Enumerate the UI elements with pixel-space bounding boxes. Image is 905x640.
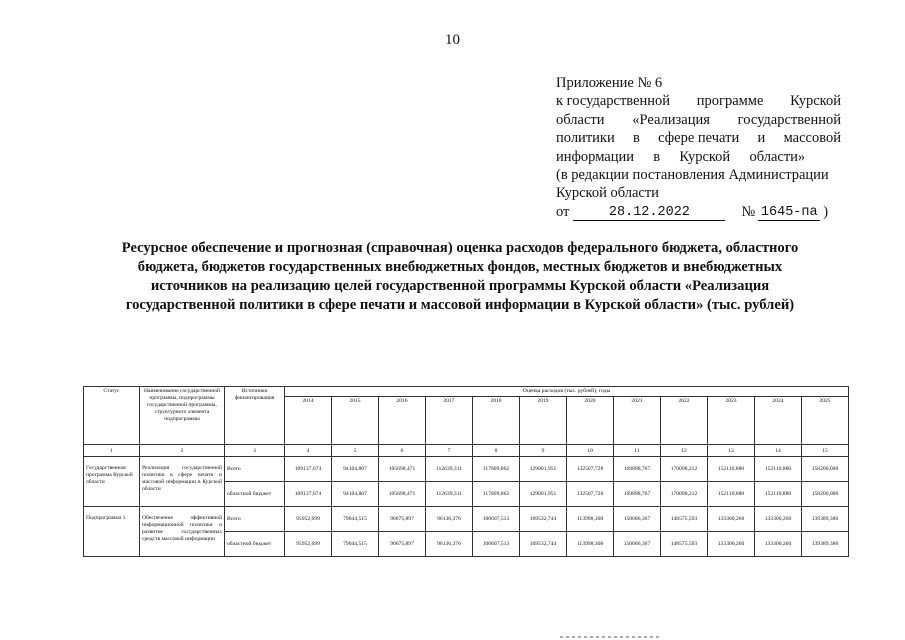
value-cell: 139389,380 <box>802 507 849 532</box>
appendix-line-6: (в редакции постановления Администрации <box>556 167 829 184</box>
year-header: 2018 <box>473 397 520 445</box>
header-source: Источники финансирования <box>225 387 285 445</box>
year-header: 2024 <box>755 397 802 445</box>
value-cell: 94104,807 <box>332 457 379 482</box>
value-cell: 150686,367 <box>614 507 661 532</box>
value-cell: 94104,807 <box>332 482 379 507</box>
appendix-line-4: политики в сфере печати и массовой <box>556 130 841 147</box>
row-program-name: Реализация государственной политики в сфере печати и массовой информации в Курской области <box>140 457 225 507</box>
value-cell: 95952,699 <box>285 532 332 557</box>
column-index: 13 <box>708 445 755 457</box>
column-index: 2 <box>140 445 225 457</box>
scan-artifact <box>560 636 660 638</box>
value-cell: 112639,311 <box>426 482 473 507</box>
appendix-line-7: Курской области <box>556 185 659 202</box>
resource-table <box>83 386 849 557</box>
header-estimate: Оценка расходов (тыс. рублей), годы <box>285 387 849 397</box>
value-cell: 148575,593 <box>661 507 708 532</box>
value-cell: 79044,515 <box>332 507 379 532</box>
value-cell: 100607,513 <box>473 507 520 532</box>
value-cell: 133300,260 <box>755 532 802 557</box>
row-status: Государственная программа Курской области <box>84 457 140 507</box>
value-cell: 113998,308 <box>567 507 614 532</box>
table-row <box>84 457 849 482</box>
appendix-line-3: области «Реализация государственной <box>556 111 841 128</box>
row-source: Всего <box>225 457 285 482</box>
column-index: 6 <box>379 445 426 457</box>
row-source: областной бюджет <box>225 532 285 557</box>
value-cell: 109137,674 <box>285 457 332 482</box>
value-cell: 113998,308 <box>567 532 614 557</box>
column-index: 10 <box>567 445 614 457</box>
value-cell: 133300,260 <box>708 532 755 557</box>
header-name: Наименование государственной программы, подпрограммы государственной программы, структурного элемента подпрограммы <box>140 387 225 445</box>
value-cell: 132507,728 <box>567 457 614 482</box>
value-cell: 133300,260 <box>708 507 755 532</box>
value-cell: 112639,311 <box>426 457 473 482</box>
value-cell: 109137,674 <box>285 482 332 507</box>
column-index: 1 <box>84 445 140 457</box>
value-cell: 139389,380 <box>802 532 849 557</box>
column-index: 14 <box>755 445 802 457</box>
closing-paren: ) <box>823 203 829 220</box>
column-index: 15 <box>802 445 849 457</box>
value-cell: 169898,767 <box>614 482 661 507</box>
value-cell: 90675,897 <box>379 532 426 557</box>
value-cell: 109532,744 <box>520 507 567 532</box>
year-header: 2015 <box>332 397 379 445</box>
value-cell: 117809,862 <box>473 482 520 507</box>
year-header: 2019 <box>520 397 567 445</box>
year-header: 2014 <box>285 397 332 445</box>
value-cell: 150686,367 <box>614 532 661 557</box>
year-header: 2021 <box>614 397 661 445</box>
row-status: Подпрограмма 1 <box>84 507 140 557</box>
value-cell: 95952,699 <box>285 507 332 532</box>
value-cell: 158200,000 <box>802 457 849 482</box>
value-cell: 152110,880 <box>755 457 802 482</box>
column-index: 8 <box>473 445 520 457</box>
value-cell: 169898,767 <box>614 457 661 482</box>
document-title: Ресурсное обеспечение и прогнозная (справочная) оценка расходов федерального бюджета, областного бюджета, бюджетов государственных внебюджетных фондов, местных бюджетов и внебюджетных источников на реализацию целей государственной программы Курской области «Реализация государственной политики в сфере печати и массовой информации в Курской области» (тыс. рублей) <box>121 240 799 313</box>
row-source: Всего <box>225 507 285 532</box>
column-index: 12 <box>661 445 708 457</box>
value-cell: 152110,880 <box>755 482 802 507</box>
column-index: 4 <box>285 445 332 457</box>
year-header: 2020 <box>567 397 614 445</box>
value-cell: 100607,513 <box>473 532 520 557</box>
header-row <box>84 387 849 397</box>
year-header: 2016 <box>379 397 426 445</box>
value-cell: 148575,593 <box>661 532 708 557</box>
value-cell: 158200,000 <box>802 482 849 507</box>
row-source: областной бюджет <box>225 482 285 507</box>
value-cell: 79044,515 <box>332 532 379 557</box>
value-cell: 132507,728 <box>567 482 614 507</box>
decree-date: 28.12.2022 <box>573 205 725 221</box>
appendix-heading: Приложение № 6 <box>556 75 663 91</box>
year-header: 2025 <box>802 397 849 445</box>
appendix-block <box>556 74 841 221</box>
year-header: 2022 <box>661 397 708 445</box>
year-header: 2017 <box>426 397 473 445</box>
appendix-line-5: информации в Курской области» <box>556 148 806 165</box>
column-index: 7 <box>426 445 473 457</box>
number-label: № <box>741 203 756 220</box>
column-index: 3 <box>225 445 285 457</box>
value-cell: 129001,951 <box>520 457 567 482</box>
value-cell: 105698,471 <box>379 482 426 507</box>
row-program-name: Обеспечение эффективной информационной политики и развитие государственных средств массовой информации <box>140 507 225 557</box>
value-cell: 152110,880 <box>708 482 755 507</box>
value-cell: 90675,897 <box>379 507 426 532</box>
header-status: Статус <box>84 387 140 445</box>
appendix-line-2: к государственной программе Курской <box>556 93 841 110</box>
value-cell: 105698,471 <box>379 457 426 482</box>
value-cell: 129001,951 <box>520 482 567 507</box>
value-cell: 109532,744 <box>520 532 567 557</box>
value-cell: 133300,260 <box>755 507 802 532</box>
date-label: от <box>556 203 570 220</box>
value-cell: 117809,862 <box>473 457 520 482</box>
decree-number: 1645-па <box>758 205 820 221</box>
value-cell: 96136,376 <box>426 532 473 557</box>
column-index: 5 <box>332 445 379 457</box>
value-cell: 170098,212 <box>661 482 708 507</box>
value-cell: 96136,376 <box>426 507 473 532</box>
value-cell: 170098,212 <box>661 457 708 482</box>
page-number: 10 <box>445 32 460 48</box>
decree-reference <box>556 203 841 221</box>
column-index: 9 <box>520 445 567 457</box>
column-index: 11 <box>614 445 661 457</box>
column-index-row <box>84 445 849 457</box>
table-row <box>84 507 849 532</box>
value-cell: 152110,880 <box>708 457 755 482</box>
year-header: 2023 <box>708 397 755 445</box>
